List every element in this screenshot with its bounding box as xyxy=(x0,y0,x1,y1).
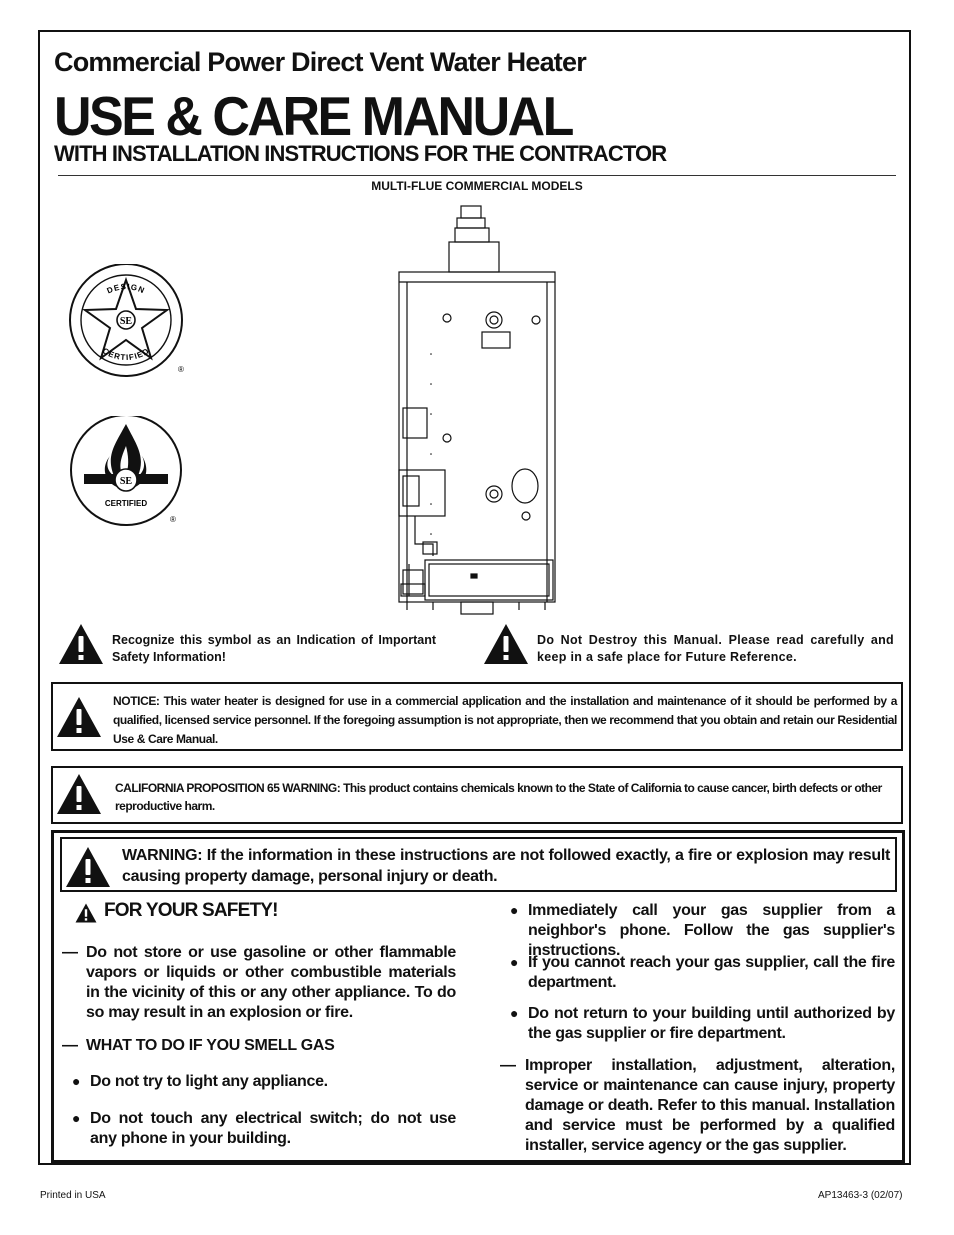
safety-item-flammables: Do not store or use gasoline or other flammable vapors or liquids or other combustible materials in the vicinity of this or any other appliance. To do so may result in an explosion or fire. xyxy=(86,944,456,1021)
bullet-marker: ● xyxy=(510,954,519,970)
logo-text-certified: CERTIFIED xyxy=(100,346,152,363)
svg-text:SE: SE xyxy=(119,316,133,327)
dash-marker: — xyxy=(62,1037,78,1054)
safety-bullet-light: Do not try to light any appliance. xyxy=(90,1073,328,1090)
bullet-marker: ● xyxy=(72,1110,81,1126)
document-title: USE & CARE MANUAL xyxy=(54,86,572,148)
registered-mark: ® xyxy=(178,365,184,374)
safety-bullet-call: Immediately call your gas supplier from a neighbor's phone. Follow the gas supplier's instructions. xyxy=(528,902,895,959)
bullet-marker: ● xyxy=(510,1005,519,1021)
dash-marker: — xyxy=(62,944,78,961)
safety-bullet-return: Do not return to your building until authorized by the gas supplier or fire department. xyxy=(528,1005,895,1042)
footer-part-number: AP13463-3 (02/07) xyxy=(818,1190,903,1201)
flame-certified-logo xyxy=(66,416,190,532)
water-heater-illustration xyxy=(393,204,561,616)
dash-marker: — xyxy=(500,1057,516,1074)
warning-triangle-icon xyxy=(74,903,98,923)
notice-text: NOTICE: This water heater is designed for use in a commercial application and the installation and maintenance of it should be performed by a qualified, licensed service personnel. If the foregoing assumption is not appropriate, then we recommend that you obtain and retain our Residential Use & Care Manual. xyxy=(113,694,897,746)
logo-text-flame-certified: CERTIFIED xyxy=(104,499,148,508)
warning-triangle-icon xyxy=(56,696,102,738)
warning-triangle-icon xyxy=(64,846,112,888)
warning-triangle-icon xyxy=(56,773,102,815)
svg-text:CERTIFIED xyxy=(101,346,151,362)
do-not-destroy-note: Do Not Destroy this Manual. Please read carefully and keep in a safe place for Future Reference. xyxy=(537,633,894,664)
safety-item-installation: Improper installation, adjustment, alteration, service or maintenance can cause injury, property damage or death. Refer to this manual. Installation and service must be performed by a qualified installer, service agency or the gas supplier. xyxy=(525,1057,895,1154)
header-rule xyxy=(58,175,896,176)
warning-triangle-icon xyxy=(483,623,529,665)
safety-bullet-fire-dept: If you cannot reach your gas supplier, call the fire department. xyxy=(528,954,895,991)
registered-mark: ® xyxy=(170,515,176,524)
warning-text: WARNING: If the information in these instructions are not followed exactly, a fire or explosion may result causing property damage, personal injury or death. xyxy=(122,847,890,885)
warning-triangle-icon xyxy=(58,623,104,665)
symbol-note: Recognize this symbol as an Indication of Important Safety Information! xyxy=(112,633,436,664)
safety-bullet-switch: Do not touch any electrical switch; do not use any phone in your building. xyxy=(90,1110,456,1147)
document-title-secondary: WITH INSTALLATION INSTRUCTIONS FOR THE CONTRACTOR xyxy=(54,141,667,166)
logo-text-design: DESIGN xyxy=(105,282,147,296)
design-certified-logo xyxy=(66,264,190,384)
document-subtitle: Commercial Power Direct Vent Water Heater xyxy=(54,47,586,77)
bullet-marker: ● xyxy=(510,902,519,918)
svg-text:SE: SE xyxy=(119,476,133,487)
bullet-marker: ● xyxy=(72,1073,81,1089)
footer-printed: Printed in USA xyxy=(40,1190,106,1201)
prop65-text: CALIFORNIA PROPOSITION 65 WARNING: This product contains chemicals known to the State of California to cause cancer, birth defects or other reproductive harm. xyxy=(115,781,882,813)
safety-heading: FOR YOUR SAFETY! xyxy=(104,900,278,921)
safety-item-smell-gas: WHAT TO DO IF YOU SMELL GAS xyxy=(86,1037,335,1054)
models-label: MULTI-FLUE COMMERCIAL MODELS xyxy=(371,179,583,193)
